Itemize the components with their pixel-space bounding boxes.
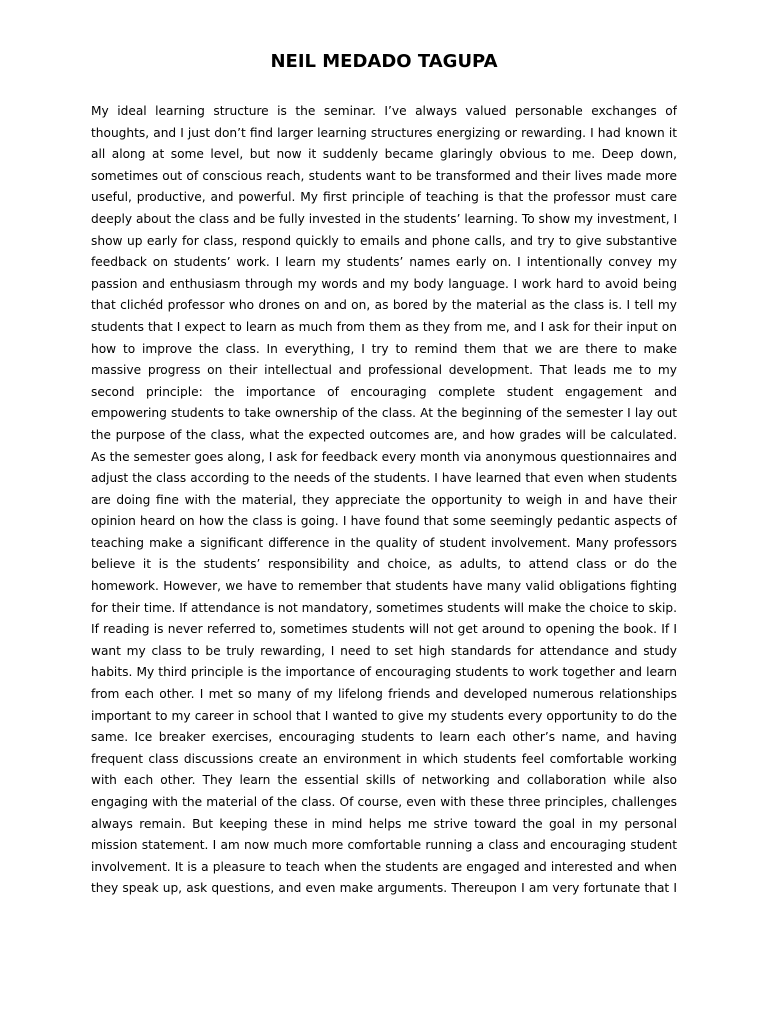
essay-line: As the semester goes along, I ask for feedback every month via anonymous questionnaires and [91,449,677,464]
essay-line: that clichéd professor who drones on and on, as bored by the material as the class is. I tell my [91,298,677,313]
essay-line: thoughts, and I just don’t find larger learning structures energizing or rewarding. I had known it [91,125,677,140]
essay-line: passion and enthusiasm through my words and my body language. I work hard to avoid being [91,276,677,291]
essay-line: the purpose of the class, what the expected outcomes are, and how grades will be calculated. [91,427,677,442]
essay-line: for their time. If attendance is not mandatory, sometimes students will make the choice to skip. [91,600,677,615]
essay-line: habits. My third principle is the importance of encouraging students to work together and learn [91,665,677,680]
essay-line: important to my career in school that I wanted to give my students every opportunity to do the [91,708,677,723]
essay-line: students that I expect to learn as much from them as they from me, and I ask for their input on [91,319,677,334]
essay-line: My ideal learning structure is the seminar. I’ve always valued personable exchanges of [91,104,677,118]
document-title: NEIL MEDADO TAGUPA [270,51,498,72]
essay-line: feedback on students’ work. I learn my students’ names early on. I intentionally convey my [91,255,677,270]
essay-line: all along at some level, but now it suddenly became glaringly obvious to me. Deep down, [91,147,677,162]
essay-line: sometimes out of conscious reach, students want to be transformed and their lives made more [91,168,677,183]
essay-line: how to improve the class. In everything, I try to remind them that we are there to make [91,341,677,356]
essay-line: believe it is the students’ responsibility and choice, as adults, to attend class or do the [91,557,677,572]
essay-line: same. Ice breaker exercises, encouraging students to learn each other’s name, and having [91,730,677,745]
essay-line: useful, productive, and powerful. My first principle of teaching is that the professor must care [91,190,677,205]
essay-line: with each other. They learn the essential skills of networking and collaboration while also [91,773,677,788]
essay-line: deeply about the class and be fully invested in the students’ learning. To show my investment, I [91,211,677,226]
essay-line: are doing fine with the material, they appreciate the opportunity to weigh in and have their [91,492,677,507]
essay-line: second principle: the importance of encouraging complete student engagement and [91,384,677,399]
essay-line: empowering students to take ownership of the class. At the beginning of the semester I lay out [91,406,677,421]
essay-line: opinion heard on how the class is going. I have found that some seemingly pedantic aspects of [91,514,677,529]
essay-line: always remain. But keeping these in mind helps me strive toward the goal in my personal [91,816,677,831]
essay-line: mission statement. I am now much more comfortable running a class and encouraging student [91,838,677,853]
essay-line: massive progress on their intellectual and professional development. That leads me to my [91,363,677,378]
essay-line: from each other. I met so many of my lifelong friends and developed numerous relationships [91,687,677,702]
essay-body [91,101,677,900]
essay-line: teaching make a significant difference in the quality of student involvement. Many professors [91,535,677,550]
essay-line: frequent class discussions create an environment in which students feel comfortable working [91,751,677,766]
essay-line: they speak up, ask questions, and even make arguments. Thereupon I am very fortunate that I [91,881,677,896]
essay-line: If reading is never referred to, sometimes students will not get around to opening the book. If I [91,622,677,637]
essay-line: engaging with the material of the class. Of course, even with these three principles, challenges [91,795,677,809]
essay-line: homework. However, we have to remember that students have many valid obligations fighting [91,579,677,594]
essay-line: involvement. It is a pleasure to teach when the students are engaged and interested and when [91,859,677,874]
essay-line: show up early for class, respond quickly to emails and phone calls, and try to give substantive [91,233,677,248]
essay-line: want my class to be truly rewarding, I need to set high standards for attendance and study [91,643,677,658]
essay-line: adjust the class according to the needs of the students. I have learned that even when students [91,471,677,486]
